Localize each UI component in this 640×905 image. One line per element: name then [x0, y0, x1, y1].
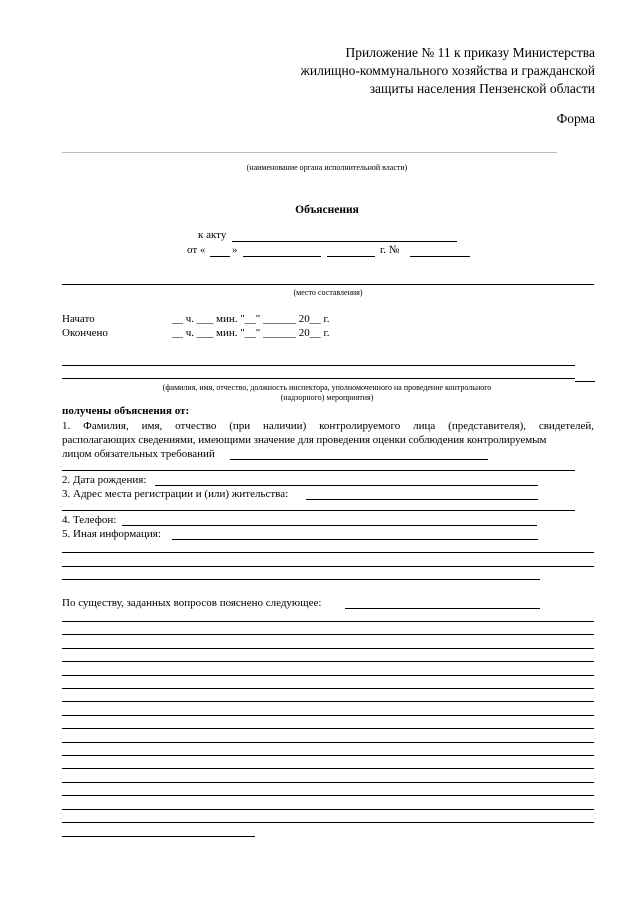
year-number-label: г. №	[380, 244, 400, 256]
answer-line	[62, 634, 594, 635]
item-5-line-1	[62, 552, 594, 553]
started-value: __ ч. ___ мин. "__" ______ 20__ г.	[172, 313, 330, 325]
inspector-caption-2: (надзорного) мероприятия)	[280, 393, 374, 402]
answer-line	[62, 755, 594, 756]
inspector-line-tail	[575, 381, 595, 382]
answer-line	[62, 782, 594, 783]
from-prefix: от «	[187, 244, 206, 256]
item-1-line-3: лицом обязательных требований	[62, 448, 215, 460]
answer-line	[62, 715, 594, 716]
started-label: Начато	[62, 313, 95, 325]
item-1-blank	[230, 459, 488, 460]
item-1-line-1: 1. Фамилия, имя, отчество (при наличии) контролируемого лица (представителя), свидетелей,	[62, 420, 594, 432]
to-act-label: к акту	[198, 229, 227, 241]
answer-line	[62, 648, 594, 649]
inspector-line-1	[62, 365, 575, 366]
header-line-3: защиты населения Пензенской области	[369, 81, 595, 96]
ended-label: Окончено	[62, 327, 108, 339]
item-2-blank	[155, 485, 538, 486]
authority-caption: (наименование органа исполнительной власти)	[246, 163, 408, 172]
place-caption: (место составления)	[293, 288, 363, 297]
inspector-caption-1: (фамилия, имя, отчество, должность инспектора, уполномоченного на проведение контрольного	[162, 383, 492, 392]
day-blank	[210, 256, 230, 257]
place-line	[62, 284, 594, 285]
year-blank	[327, 256, 375, 257]
ended-value: __ ч. ___ мин. "__" ______ 20__ г.	[172, 327, 330, 339]
item-5-blank	[172, 539, 538, 540]
authority-line	[62, 152, 557, 153]
act-number-line	[232, 241, 457, 242]
answer-line	[62, 728, 594, 729]
answer-line	[62, 621, 594, 622]
document-title: Объяснения	[295, 204, 359, 216]
answer-line	[62, 675, 594, 676]
item-1-extra-line	[62, 470, 575, 471]
item-5-line-3	[62, 579, 540, 580]
answer-line	[62, 768, 594, 769]
item-5-line-2	[62, 566, 594, 567]
header-line-1: Приложение № 11 к приказу Министерства	[345, 45, 595, 60]
answer-line	[62, 661, 594, 662]
answer-line	[62, 742, 594, 743]
item-1-line-2: располагающих сведениями, имеющими значение для проведения оценки соблюдения контролируемым	[62, 434, 547, 446]
answer-line	[62, 809, 594, 810]
received-from-label: получены объяснения от:	[62, 405, 190, 417]
item-5-label: 5. Иная информация:	[62, 528, 161, 540]
header-line-2: жилищно-коммунального хозяйства и гражданской	[300, 63, 595, 78]
answer-line	[62, 822, 594, 823]
month-blank	[243, 256, 321, 257]
answer-line	[62, 701, 594, 702]
explanation-blank	[345, 608, 540, 609]
inspector-line-2	[62, 378, 575, 379]
answer-line-final	[62, 836, 255, 837]
explanation-label: По существу, заданных вопросов пояснено следующее:	[62, 597, 322, 609]
item-4-label: 4. Телефон:	[62, 514, 117, 526]
from-suffix: »	[232, 244, 238, 256]
item-4-blank	[122, 525, 537, 526]
item-3-blank	[306, 499, 538, 500]
item-3-extra-line	[62, 510, 575, 511]
form-label: Форма	[556, 111, 595, 126]
item-2-label: 2. Дата рождения:	[62, 474, 147, 486]
answer-line	[62, 688, 594, 689]
answer-line	[62, 795, 594, 796]
item-3-label: 3. Адрес места регистрации и (или) жительства:	[62, 488, 289, 500]
number-blank	[410, 256, 470, 257]
